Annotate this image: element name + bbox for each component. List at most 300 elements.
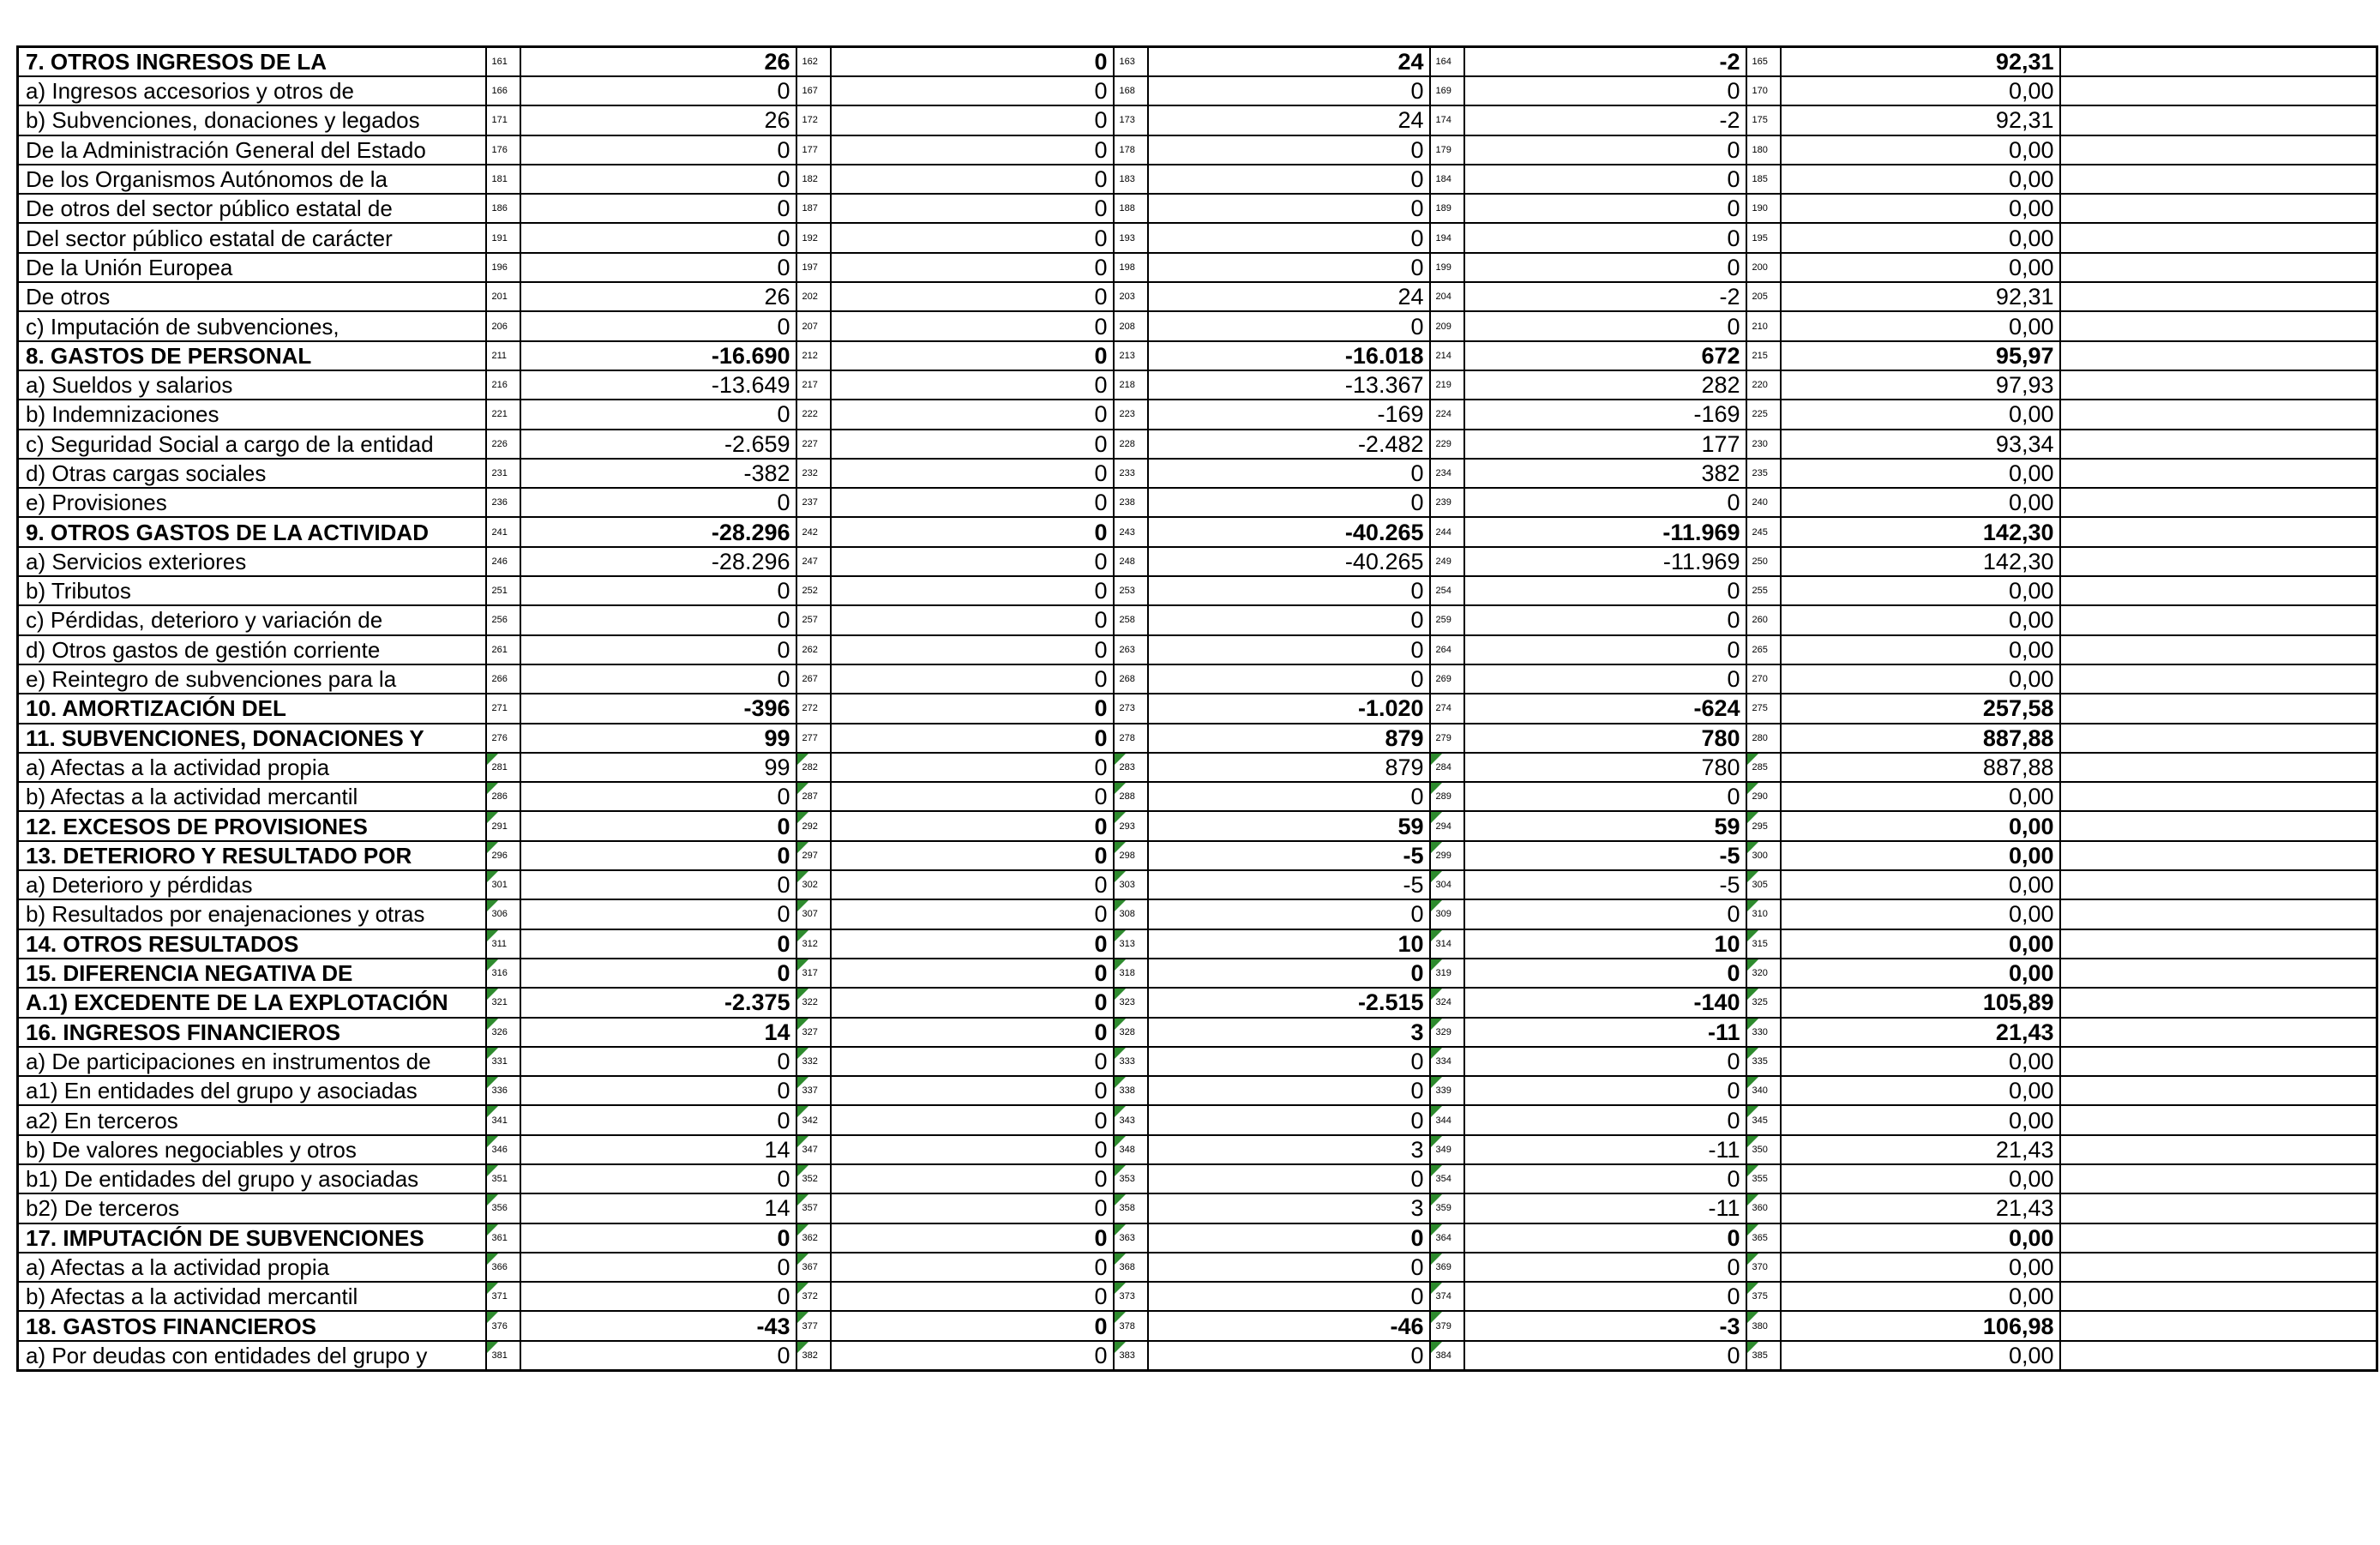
cell-amount: 0 xyxy=(1464,1105,1746,1134)
cell-amount: 0 xyxy=(520,1047,796,1076)
table-row xyxy=(18,253,2377,282)
cell-code: 249 xyxy=(1430,547,1464,576)
empty-cell xyxy=(2060,899,2377,929)
cell-amount: -3 xyxy=(1464,1311,1746,1340)
cell-amount: 780 xyxy=(1464,724,1746,753)
cell-code: 370 xyxy=(1746,1253,1781,1282)
row-label: De otros del sector público estatal de xyxy=(18,194,486,223)
cell-code: 282 xyxy=(796,753,831,782)
cell-percentage: 0,00 xyxy=(1781,811,2060,840)
cell-code: 197 xyxy=(796,253,831,282)
cell-percentage: 0,00 xyxy=(1781,841,2060,870)
cell-percentage: 0,00 xyxy=(1781,165,2060,194)
cell-code: 354 xyxy=(1430,1164,1464,1193)
row-label: b) Afectas a la actividad mercantil xyxy=(18,782,486,811)
row-label: c) Imputación de subvenciones, xyxy=(18,311,486,340)
row-label: De la Unión Europea xyxy=(18,253,486,282)
table-row xyxy=(18,1047,2377,1076)
table-row xyxy=(18,430,2377,459)
cell-code: 264 xyxy=(1430,635,1464,664)
cell-amount: 24 xyxy=(1148,47,1430,77)
empty-cell xyxy=(2060,1076,2377,1105)
cell-amount: 0 xyxy=(831,311,1114,340)
cell-amount: 0 xyxy=(1464,194,1746,223)
table-row xyxy=(18,811,2377,840)
cell-code: 232 xyxy=(796,459,831,488)
empty-cell xyxy=(2060,400,2377,429)
cell-percentage: 0,00 xyxy=(1781,311,2060,340)
cell-amount: 0 xyxy=(831,1164,1114,1193)
cell-amount: 382 xyxy=(1464,459,1746,488)
cell-code: 341 xyxy=(486,1105,520,1134)
cell-percentage: 0,00 xyxy=(1781,1253,2060,1282)
cell-amount: 780 xyxy=(1464,753,1746,782)
cell-amount: 0 xyxy=(520,165,796,194)
row-label: c) Seguridad Social a cargo de la entidad xyxy=(18,430,486,459)
cell-code: 314 xyxy=(1430,929,1464,959)
table-row xyxy=(18,1193,2377,1223)
cell-code: 174 xyxy=(1430,105,1464,135)
cell-amount: 10 xyxy=(1148,929,1430,959)
empty-cell xyxy=(2060,1311,2377,1340)
cell-amount: 0 xyxy=(1464,311,1746,340)
cell-amount: 0 xyxy=(831,605,1114,634)
cell-percentage: 0,00 xyxy=(1781,929,2060,959)
cell-code: 230 xyxy=(1746,430,1781,459)
row-label: 8. GASTOS DE PERSONAL xyxy=(18,341,486,370)
cell-percentage: 0,00 xyxy=(1781,1164,2060,1193)
table-row xyxy=(18,899,2377,929)
cell-code: 182 xyxy=(796,165,831,194)
cell-amount: 0 xyxy=(1148,165,1430,194)
cell-amount: 0 xyxy=(831,76,1114,105)
cell-code: 205 xyxy=(1746,282,1781,311)
cell-amount: 0 xyxy=(1148,459,1430,488)
cell-code: 263 xyxy=(1114,635,1148,664)
cell-amount: 0 xyxy=(520,1223,796,1253)
cell-amount: -28.296 xyxy=(520,517,796,546)
cell-percentage: 0,00 xyxy=(1781,400,2060,429)
cell-amount: 0 xyxy=(1464,165,1746,194)
cell-code: 270 xyxy=(1746,664,1781,694)
cell-amount: 3 xyxy=(1148,1193,1430,1223)
cell-amount: 0 xyxy=(520,76,796,105)
row-label: b) Indemnizaciones xyxy=(18,400,486,429)
table-row xyxy=(18,194,2377,223)
cell-code: 170 xyxy=(1746,76,1781,105)
cell-amount: 0 xyxy=(1464,605,1746,634)
cell-code: 353 xyxy=(1114,1164,1148,1193)
row-label: 14. OTROS RESULTADOS xyxy=(18,929,486,959)
table-row xyxy=(18,165,2377,194)
empty-cell xyxy=(2060,635,2377,664)
cell-code: 211 xyxy=(486,341,520,370)
cell-code: 373 xyxy=(1114,1282,1148,1311)
cell-amount: 0 xyxy=(520,1105,796,1134)
cell-percentage: 93,34 xyxy=(1781,430,2060,459)
cell-code: 378 xyxy=(1114,1311,1148,1340)
cell-amount: 0 xyxy=(1148,959,1430,988)
table-row xyxy=(18,1105,2377,1134)
empty-cell xyxy=(2060,1253,2377,1282)
cell-code: 311 xyxy=(486,929,520,959)
cell-code: 287 xyxy=(796,782,831,811)
empty-cell xyxy=(2060,664,2377,694)
cell-code: 162 xyxy=(796,47,831,77)
cell-code: 351 xyxy=(486,1164,520,1193)
cell-amount: -1.020 xyxy=(1148,694,1430,723)
table-row xyxy=(18,547,2377,576)
cell-amount: -382 xyxy=(520,459,796,488)
table-row xyxy=(18,1223,2377,1253)
cell-amount: -11 xyxy=(1464,1018,1746,1047)
cell-code: 195 xyxy=(1746,223,1781,252)
cell-amount: 0 xyxy=(831,929,1114,959)
cell-amount: 0 xyxy=(831,105,1114,135)
table-row xyxy=(18,753,2377,782)
cell-code: 320 xyxy=(1746,959,1781,988)
cell-amount: -140 xyxy=(1464,988,1746,1017)
cell-code: 281 xyxy=(486,753,520,782)
cell-code: 301 xyxy=(486,870,520,899)
cell-percentage: 142,30 xyxy=(1781,517,2060,546)
cell-code: 216 xyxy=(486,370,520,400)
row-label: b1) De entidades del grupo y asociadas xyxy=(18,1164,486,1193)
cell-amount: -16.018 xyxy=(1148,341,1430,370)
cell-amount: 0 xyxy=(831,488,1114,517)
cell-amount: -5 xyxy=(1148,841,1430,870)
cell-code: 242 xyxy=(796,517,831,546)
cell-code: 333 xyxy=(1114,1047,1148,1076)
cell-code: 226 xyxy=(486,430,520,459)
row-label: b) Afectas a la actividad mercantil xyxy=(18,1282,486,1311)
cell-amount: 0 xyxy=(831,282,1114,311)
cell-code: 326 xyxy=(486,1018,520,1047)
cell-code: 364 xyxy=(1430,1223,1464,1253)
cell-amount: 24 xyxy=(1148,282,1430,311)
cell-code: 337 xyxy=(796,1076,831,1105)
cell-amount: 0 xyxy=(1148,135,1430,165)
cell-code: 360 xyxy=(1746,1193,1781,1223)
cell-amount: -2.482 xyxy=(1148,430,1430,459)
cell-code: 187 xyxy=(796,194,831,223)
cell-amount: 0 xyxy=(1148,76,1430,105)
empty-cell xyxy=(2060,105,2377,135)
cell-code: 374 xyxy=(1430,1282,1464,1311)
cell-code: 276 xyxy=(486,724,520,753)
cell-code: 179 xyxy=(1430,135,1464,165)
cell-amount: -2 xyxy=(1464,282,1746,311)
row-label: d) Otras cargas sociales xyxy=(18,459,486,488)
cell-code: 310 xyxy=(1746,899,1781,929)
cell-amount: 0 xyxy=(831,459,1114,488)
cell-code: 324 xyxy=(1430,988,1464,1017)
cell-code: 266 xyxy=(486,664,520,694)
cell-code: 168 xyxy=(1114,76,1148,105)
row-label: b2) De terceros xyxy=(18,1193,486,1223)
cell-amount: 0 xyxy=(831,1018,1114,1047)
cell-percentage: 0,00 xyxy=(1781,959,2060,988)
cell-code: 243 xyxy=(1114,517,1148,546)
table-row xyxy=(18,47,2377,77)
cell-code: 338 xyxy=(1114,1076,1148,1105)
table-row xyxy=(18,605,2377,634)
empty-cell xyxy=(2060,165,2377,194)
cell-code: 278 xyxy=(1114,724,1148,753)
cell-code: 309 xyxy=(1430,899,1464,929)
cell-code: 208 xyxy=(1114,311,1148,340)
cell-code: 244 xyxy=(1430,517,1464,546)
cell-amount: 14 xyxy=(520,1193,796,1223)
cell-code: 177 xyxy=(796,135,831,165)
cell-code: 300 xyxy=(1746,841,1781,870)
cell-amount: -5 xyxy=(1148,870,1430,899)
cell-amount: 0 xyxy=(1464,1341,1746,1371)
cell-code: 362 xyxy=(796,1223,831,1253)
cell-code: 275 xyxy=(1746,694,1781,723)
row-label: a) Afectas a la actividad propia xyxy=(18,753,486,782)
cell-code: 189 xyxy=(1430,194,1464,223)
cell-amount: 0 xyxy=(831,1253,1114,1282)
cell-code: 251 xyxy=(486,576,520,605)
cell-amount: 0 xyxy=(831,341,1114,370)
cell-percentage: 0,00 xyxy=(1781,664,2060,694)
cell-code: 336 xyxy=(486,1076,520,1105)
cell-code: 356 xyxy=(486,1193,520,1223)
empty-cell xyxy=(2060,1193,2377,1223)
cell-code: 203 xyxy=(1114,282,1148,311)
cell-code: 304 xyxy=(1430,870,1464,899)
table-row xyxy=(18,76,2377,105)
table-row xyxy=(18,664,2377,694)
cell-code: 207 xyxy=(796,311,831,340)
cell-amount: 0 xyxy=(520,929,796,959)
cell-code: 327 xyxy=(796,1018,831,1047)
cell-amount: 0 xyxy=(831,370,1114,400)
row-label: A.1) EXCEDENTE DE LA EXPLOTACIÓN xyxy=(18,988,486,1017)
cell-code: 382 xyxy=(796,1341,831,1371)
cell-code: 306 xyxy=(486,899,520,929)
cell-code: 372 xyxy=(796,1282,831,1311)
cell-code: 325 xyxy=(1746,988,1781,1017)
cell-amount: 0 xyxy=(520,135,796,165)
cell-code: 377 xyxy=(796,1311,831,1340)
row-label: a) Deterioro y pérdidas xyxy=(18,870,486,899)
cell-amount: 0 xyxy=(831,47,1114,77)
table-row xyxy=(18,311,2377,340)
empty-cell xyxy=(2060,929,2377,959)
cell-amount: 879 xyxy=(1148,753,1430,782)
row-label: a) Por deudas con entidades del grupo y xyxy=(18,1341,486,1371)
cell-code: 308 xyxy=(1114,899,1148,929)
cell-code: 312 xyxy=(796,929,831,959)
cell-amount: -2.659 xyxy=(520,430,796,459)
cell-code: 369 xyxy=(1430,1253,1464,1282)
empty-cell xyxy=(2060,1341,2377,1371)
cell-amount: 3 xyxy=(1148,1135,1430,1164)
cell-code: 161 xyxy=(486,47,520,77)
cell-amount: 26 xyxy=(520,282,796,311)
cell-code: 178 xyxy=(1114,135,1148,165)
cell-code: 291 xyxy=(486,811,520,840)
cell-code: 313 xyxy=(1114,929,1148,959)
cell-code: 214 xyxy=(1430,341,1464,370)
cell-code: 206 xyxy=(486,311,520,340)
table-row xyxy=(18,459,2377,488)
row-label: e) Reintegro de subvenciones para la xyxy=(18,664,486,694)
cell-amount: 0 xyxy=(1464,782,1746,811)
cell-code: 271 xyxy=(486,694,520,723)
cell-code: 227 xyxy=(796,430,831,459)
table-row xyxy=(18,1164,2377,1193)
cell-amount: -11 xyxy=(1464,1193,1746,1223)
table-row xyxy=(18,105,2377,135)
cell-amount: -169 xyxy=(1148,400,1430,429)
cell-code: 246 xyxy=(486,547,520,576)
cell-percentage: 142,30 xyxy=(1781,547,2060,576)
table-row xyxy=(18,1018,2377,1047)
table-row xyxy=(18,694,2377,723)
cell-amount: 0 xyxy=(831,400,1114,429)
cell-code: 265 xyxy=(1746,635,1781,664)
cell-code: 222 xyxy=(796,400,831,429)
cell-code: 223 xyxy=(1114,400,1148,429)
cell-amount: 0 xyxy=(831,253,1114,282)
cell-code: 329 xyxy=(1430,1018,1464,1047)
table-row xyxy=(18,341,2377,370)
cell-percentage: 21,43 xyxy=(1781,1135,2060,1164)
cell-code: 237 xyxy=(796,488,831,517)
row-label: 17. IMPUTACIÓN DE SUBVENCIONES xyxy=(18,1223,486,1253)
cell-amount: 26 xyxy=(520,47,796,77)
cell-amount: 0 xyxy=(1148,223,1430,252)
cell-amount: 14 xyxy=(520,1135,796,1164)
cell-code: 164 xyxy=(1430,47,1464,77)
cell-amount: 0 xyxy=(520,1282,796,1311)
cell-amount: 0 xyxy=(1148,1282,1430,1311)
cell-code: 261 xyxy=(486,635,520,664)
cell-code: 363 xyxy=(1114,1223,1148,1253)
row-label: De la Administración General del Estado xyxy=(18,135,486,165)
cell-amount: 0 xyxy=(1148,899,1430,929)
empty-cell xyxy=(2060,724,2377,753)
cell-amount: 0 xyxy=(520,1253,796,1282)
row-label: 7. OTROS INGRESOS DE LA xyxy=(18,47,486,77)
cell-amount: 0 xyxy=(1464,576,1746,605)
cell-code: 345 xyxy=(1746,1105,1781,1134)
cell-code: 192 xyxy=(796,223,831,252)
cell-percentage: 95,97 xyxy=(1781,341,2060,370)
cell-code: 379 xyxy=(1430,1311,1464,1340)
cell-amount: 99 xyxy=(520,724,796,753)
cell-code: 198 xyxy=(1114,253,1148,282)
cell-amount: 0 xyxy=(1148,1047,1430,1076)
cell-amount: 0 xyxy=(1148,1223,1430,1253)
cell-code: 371 xyxy=(486,1282,520,1311)
empty-cell xyxy=(2060,576,2377,605)
cell-code: 218 xyxy=(1114,370,1148,400)
cell-code: 183 xyxy=(1114,165,1148,194)
cell-code: 328 xyxy=(1114,1018,1148,1047)
cell-percentage: 21,43 xyxy=(1781,1193,2060,1223)
cell-code: 366 xyxy=(486,1253,520,1282)
cell-amount: 0 xyxy=(1148,1105,1430,1134)
cell-amount: 0 xyxy=(831,811,1114,840)
cell-amount: 0 xyxy=(831,1047,1114,1076)
cell-amount: 0 xyxy=(831,135,1114,165)
cell-amount: 0 xyxy=(831,899,1114,929)
cell-amount: 0 xyxy=(1148,576,1430,605)
cell-code: 340 xyxy=(1746,1076,1781,1105)
cell-amount: 0 xyxy=(831,870,1114,899)
cell-percentage: 0,00 xyxy=(1781,605,2060,634)
table-row xyxy=(18,1135,2377,1164)
cell-code: 376 xyxy=(486,1311,520,1340)
empty-cell xyxy=(2060,47,2377,77)
cell-code: 319 xyxy=(1430,959,1464,988)
cell-code: 219 xyxy=(1430,370,1464,400)
cell-code: 185 xyxy=(1746,165,1781,194)
row-label: a) Sueldos y salarios xyxy=(18,370,486,400)
cell-code: 247 xyxy=(796,547,831,576)
cell-code: 193 xyxy=(1114,223,1148,252)
row-label: a) Ingresos accesorios y otros de xyxy=(18,76,486,105)
cell-code: 209 xyxy=(1430,311,1464,340)
cell-percentage: 0,00 xyxy=(1781,1076,2060,1105)
cell-percentage: 257,58 xyxy=(1781,694,2060,723)
cell-amount: 0 xyxy=(520,1076,796,1105)
cell-percentage: 0,00 xyxy=(1781,135,2060,165)
cell-code: 273 xyxy=(1114,694,1148,723)
cell-amount: 0 xyxy=(520,1341,796,1371)
cell-amount: 0 xyxy=(831,959,1114,988)
cell-amount: -169 xyxy=(1464,400,1746,429)
cell-code: 349 xyxy=(1430,1135,1464,1164)
row-label: b) Subvenciones, donaciones y legados xyxy=(18,105,486,135)
cell-amount: 0 xyxy=(831,664,1114,694)
cell-amount: -43 xyxy=(520,1311,796,1340)
cell-code: 256 xyxy=(486,605,520,634)
cell-code: 240 xyxy=(1746,488,1781,517)
cell-code: 274 xyxy=(1430,694,1464,723)
cell-code: 286 xyxy=(486,782,520,811)
cell-amount: 0 xyxy=(1148,1164,1430,1193)
table-row xyxy=(18,282,2377,311)
cell-code: 380 xyxy=(1746,1311,1781,1340)
cell-code: 289 xyxy=(1430,782,1464,811)
cell-amount: -5 xyxy=(1464,870,1746,899)
cell-code: 234 xyxy=(1430,459,1464,488)
cell-code: 383 xyxy=(1114,1341,1148,1371)
cell-code: 297 xyxy=(796,841,831,870)
cell-code: 181 xyxy=(486,165,520,194)
cell-code: 339 xyxy=(1430,1076,1464,1105)
cell-amount: 0 xyxy=(1148,1341,1430,1371)
cell-amount: -13.649 xyxy=(520,370,796,400)
table-row xyxy=(18,870,2377,899)
cell-amount: 0 xyxy=(1148,635,1430,664)
empty-cell xyxy=(2060,1135,2377,1164)
cell-amount: 0 xyxy=(1464,253,1746,282)
cell-code: 305 xyxy=(1746,870,1781,899)
cell-amount: 0 xyxy=(831,165,1114,194)
cell-code: 322 xyxy=(796,988,831,1017)
cell-code: 188 xyxy=(1114,194,1148,223)
cell-amount: 0 xyxy=(520,899,796,929)
table-row xyxy=(18,1076,2377,1105)
cell-amount: 0 xyxy=(1148,1076,1430,1105)
cell-amount: 0 xyxy=(520,870,796,899)
